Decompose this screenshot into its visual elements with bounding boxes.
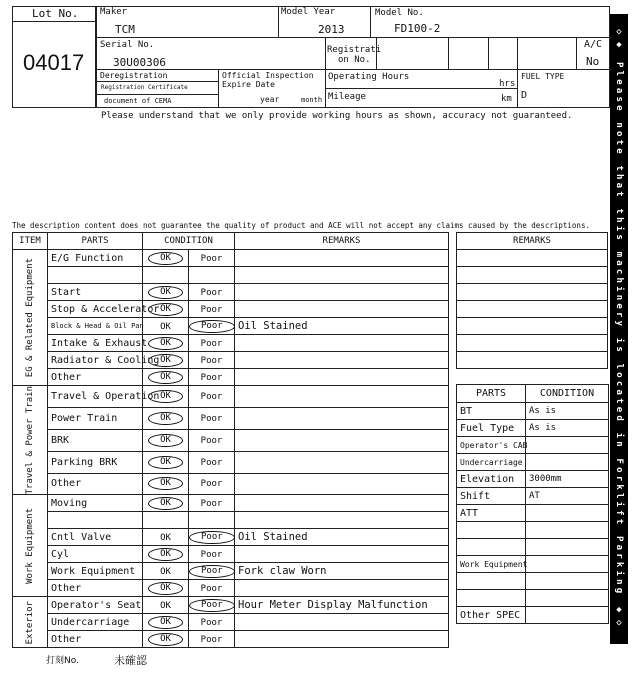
part-name: Other xyxy=(48,631,143,648)
part-name: Work Equipment xyxy=(48,563,143,580)
group-label: Work Equipment xyxy=(25,507,35,584)
remark-cell: Oil Stained xyxy=(235,318,449,335)
fuel-type-label: FUEL TYPE xyxy=(521,72,565,81)
spec-row xyxy=(457,590,609,607)
ok-cell xyxy=(143,407,189,429)
spec-value xyxy=(526,590,609,607)
ok-cell xyxy=(143,429,189,451)
reg-box-1 xyxy=(376,37,449,70)
spec-part: Fuel Type xyxy=(457,420,526,437)
ok-cell xyxy=(143,512,189,529)
poor-cell xyxy=(189,386,235,408)
poor-cell xyxy=(189,495,235,512)
ok-selected-mark[interactable]: OK xyxy=(148,434,183,447)
lot-no-value: 04017 xyxy=(23,50,85,75)
ok-cell xyxy=(143,267,189,284)
remark-cell xyxy=(235,352,449,369)
month-label: month xyxy=(301,96,323,104)
remark-cell xyxy=(235,473,449,495)
right-remarks-table xyxy=(456,232,608,369)
ok-selected-mark[interactable]: OK xyxy=(148,412,183,425)
table-row xyxy=(13,335,449,352)
table-row xyxy=(13,614,449,631)
spec-part xyxy=(457,539,526,556)
cema-label: document of CEMA xyxy=(104,97,172,105)
part-name xyxy=(48,267,143,284)
spec-row xyxy=(457,505,609,522)
spec-row xyxy=(457,437,609,454)
poor-option[interactable]: Poor xyxy=(200,479,223,490)
spec-header-row xyxy=(457,385,609,403)
poor-option[interactable]: Poor xyxy=(200,435,223,446)
poor-cell xyxy=(189,250,235,267)
right-remarks-row xyxy=(457,250,608,267)
remark-cell xyxy=(235,250,449,267)
remark-cell xyxy=(235,512,449,529)
remark-cell xyxy=(235,429,449,451)
table-row xyxy=(13,250,449,267)
spec-row xyxy=(457,607,609,624)
ok-selected-mark[interactable]: OK xyxy=(148,286,183,299)
part-name: Power Train xyxy=(48,407,143,429)
spec-row xyxy=(457,403,609,420)
fuel-type-value: D xyxy=(521,90,528,101)
spec-value xyxy=(526,556,609,573)
poor-option[interactable]: Poor xyxy=(200,338,223,349)
poor-option[interactable]: Poor xyxy=(200,583,223,594)
table-row xyxy=(13,512,449,529)
poor-cell xyxy=(189,407,235,429)
part-name: E/G Function xyxy=(48,250,143,267)
group-label-cell xyxy=(13,386,48,495)
table-row xyxy=(13,352,449,369)
spec-parts-header: PARTS xyxy=(457,385,526,403)
poor-cell xyxy=(189,267,235,284)
poor-selected-mark[interactable]: Poor xyxy=(189,565,235,578)
poor-cell xyxy=(189,597,235,614)
spec-value: 3000mm xyxy=(526,471,609,488)
ok-cell xyxy=(143,580,189,597)
part-name: Parking BRK xyxy=(48,451,143,473)
poor-option[interactable]: Poor xyxy=(200,549,223,560)
right-remarks-cell xyxy=(457,250,608,267)
poor-option[interactable]: Poor xyxy=(200,457,223,468)
spec-row xyxy=(457,573,609,590)
poor-option[interactable]: Poor xyxy=(200,355,223,366)
deregistration-label: Deregistration xyxy=(100,71,168,80)
ok-cell xyxy=(143,301,189,318)
stamp-label: 打刻No. xyxy=(46,656,79,666)
ok-cell xyxy=(143,631,189,648)
spec-row xyxy=(457,556,609,573)
poor-cell xyxy=(189,451,235,473)
remarks-header: REMARKS xyxy=(235,233,449,250)
item-header: ITEM xyxy=(13,233,48,250)
spec-value xyxy=(526,573,609,590)
poor-cell xyxy=(189,352,235,369)
table-row xyxy=(13,386,449,408)
ok-option[interactable]: OK xyxy=(160,321,171,332)
inspection-table xyxy=(12,232,449,648)
ok-selected-mark[interactable]: OK xyxy=(148,582,183,595)
poor-cell xyxy=(189,318,235,335)
right-remarks-row xyxy=(457,335,608,352)
right-remarks-cell xyxy=(457,335,608,352)
ok-selected-mark[interactable]: OK xyxy=(148,337,183,350)
ok-option[interactable]: OK xyxy=(160,600,171,611)
poor-cell xyxy=(189,335,235,352)
poor-option[interactable]: Poor xyxy=(200,391,223,402)
spec-part: Elevation xyxy=(457,471,526,488)
condition-header: CONDITION xyxy=(143,233,235,250)
maker-label: Maker xyxy=(100,7,128,17)
spec-part xyxy=(457,590,526,607)
poor-option[interactable]: Poor xyxy=(200,617,223,628)
ok-selected-mark[interactable]: OK xyxy=(148,633,183,646)
part-name: Other xyxy=(48,473,143,495)
ok-cell xyxy=(143,451,189,473)
spec-row xyxy=(457,488,609,505)
part-name: Block & Head & Oil Pan xyxy=(48,318,143,335)
ok-cell xyxy=(143,597,189,614)
spec-row xyxy=(457,539,609,556)
part-name: Cyl xyxy=(48,546,143,563)
table-row xyxy=(13,529,449,546)
spec-row xyxy=(457,522,609,539)
spec-part: Undercarriage xyxy=(457,454,526,471)
ok-selected-mark[interactable]: OK xyxy=(148,477,183,490)
poor-option[interactable]: Poor xyxy=(200,372,223,383)
remark-cell xyxy=(235,407,449,429)
right-remarks-header: REMARKS xyxy=(457,233,608,250)
spec-part: ATT xyxy=(457,505,526,522)
maker-value: TCM xyxy=(115,23,135,36)
table-row xyxy=(13,631,449,648)
right-remarks-cell xyxy=(457,318,608,335)
ok-cell xyxy=(143,318,189,335)
spec-row xyxy=(457,420,609,437)
km-label: km xyxy=(501,94,512,104)
remark-cell xyxy=(235,546,449,563)
remark-cell: Fork claw Worn xyxy=(235,563,449,580)
reg-box-2 xyxy=(448,37,489,70)
model-year-label: Model Year xyxy=(281,7,336,17)
ok-cell xyxy=(143,529,189,546)
table-row xyxy=(13,580,449,597)
remark-cell xyxy=(235,386,449,408)
operating-hours-label: Operating Hours xyxy=(328,72,410,82)
table-row xyxy=(13,597,449,614)
spec-value xyxy=(526,437,609,454)
spec-condition-header: CONDITION xyxy=(526,385,609,403)
remark-cell xyxy=(235,580,449,597)
remark-cell xyxy=(235,631,449,648)
registration-label-1: Registrati xyxy=(327,45,382,55)
disclaimer-text: The description content does not guarantee the quality of product and ACE will not accept any claims caused by the descriptions. xyxy=(12,221,590,230)
ok-selected-mark[interactable]: OK xyxy=(148,371,183,384)
table-row xyxy=(13,284,449,301)
spec-value xyxy=(526,539,609,556)
serial-no-value: 30U00306 xyxy=(113,56,166,69)
table-row xyxy=(13,369,449,386)
part-name: Intake & Exhaust xyxy=(48,335,143,352)
part-name: Stop & Accelerator xyxy=(48,301,143,318)
group-label-cell xyxy=(13,250,48,386)
table-row xyxy=(13,318,449,335)
serial-no-label: Serial No. xyxy=(100,40,155,50)
poor-option[interactable]: Poor xyxy=(200,413,223,424)
ok-option[interactable]: OK xyxy=(160,532,171,543)
remark-cell xyxy=(235,369,449,386)
spec-value xyxy=(526,505,609,522)
part-name xyxy=(48,512,143,529)
poor-cell xyxy=(189,563,235,580)
right-remarks-row xyxy=(457,318,608,335)
part-name: Other xyxy=(48,369,143,386)
parts-header: PARTS xyxy=(48,233,143,250)
poor-cell xyxy=(189,631,235,648)
ok-selected-mark[interactable]: OK xyxy=(148,497,183,510)
mileage-label: Mileage xyxy=(328,92,366,102)
ok-cell xyxy=(143,495,189,512)
table-row xyxy=(13,429,449,451)
ok-selected-mark[interactable]: OK xyxy=(148,303,183,316)
ok-selected-mark[interactable]: OK xyxy=(148,548,183,561)
remark-cell xyxy=(235,267,449,284)
remark-cell: Hour Meter Display Malfunction xyxy=(235,597,449,614)
ok-selected-mark[interactable]: OK xyxy=(148,354,183,367)
part-name: Radiator & Cooling xyxy=(48,352,143,369)
group-label-cell xyxy=(13,597,48,648)
part-name: Undercarriage xyxy=(48,614,143,631)
ok-cell xyxy=(143,335,189,352)
poor-option[interactable]: Poor xyxy=(200,304,223,315)
poor-selected-mark[interactable]: Poor xyxy=(189,599,235,612)
ok-selected-mark[interactable]: OK xyxy=(148,456,183,469)
remark-cell xyxy=(235,335,449,352)
right-remarks-row xyxy=(457,301,608,318)
remark-cell: Oil Stained xyxy=(235,529,449,546)
group-label: Travel & Power Train xyxy=(25,386,35,495)
ok-selected-mark[interactable]: OK xyxy=(148,390,183,403)
ok-option[interactable]: OK xyxy=(160,566,171,577)
table-row xyxy=(13,301,449,318)
right-remarks-row xyxy=(457,284,608,301)
ok-cell xyxy=(143,563,189,580)
ok-cell xyxy=(143,284,189,301)
spec-part xyxy=(457,522,526,539)
reg-cert-label: Registration Certificate xyxy=(101,84,188,91)
poor-cell xyxy=(189,546,235,563)
lot-no-label: Lot No. xyxy=(32,7,79,20)
right-remarks-cell xyxy=(457,267,608,284)
spec-table xyxy=(456,384,609,624)
ok-cell xyxy=(143,546,189,563)
ok-cell xyxy=(143,250,189,267)
spec-value xyxy=(526,454,609,471)
poor-option[interactable]: Poor xyxy=(200,634,223,645)
part-name: Travel & Operation xyxy=(48,386,143,408)
right-remarks-cell xyxy=(457,301,608,318)
model-no-label: Model No. xyxy=(375,8,424,18)
poor-cell xyxy=(189,512,235,529)
table-row xyxy=(13,267,449,284)
poor-cell xyxy=(189,580,235,597)
right-remarks-cell xyxy=(457,352,608,369)
spec-part: Other SPEC xyxy=(457,607,526,624)
ok-selected-mark[interactable]: OK xyxy=(148,252,183,265)
ok-cell xyxy=(143,352,189,369)
table-row xyxy=(13,407,449,429)
poor-cell xyxy=(189,429,235,451)
ok-cell xyxy=(143,473,189,495)
ok-cell xyxy=(143,614,189,631)
remark-cell xyxy=(235,284,449,301)
spec-value xyxy=(526,522,609,539)
table-row xyxy=(13,495,449,512)
part-name: BRK xyxy=(48,429,143,451)
spec-value xyxy=(526,607,609,624)
poor-cell xyxy=(189,284,235,301)
ok-selected-mark[interactable]: OK xyxy=(148,616,183,629)
spec-row xyxy=(457,454,609,471)
hrs-label: hrs xyxy=(499,79,516,89)
part-name: Moving xyxy=(48,495,143,512)
spec-part: Shift xyxy=(457,488,526,505)
spec-part: Work Equipment xyxy=(457,556,526,573)
table-row xyxy=(13,473,449,495)
ac-value: No xyxy=(586,55,600,68)
spec-value: AT xyxy=(526,488,609,505)
poor-cell xyxy=(189,369,235,386)
group-label: Exterior xyxy=(25,600,35,645)
inspection-label-1: Official Inspection xyxy=(222,71,314,80)
spec-part: BT xyxy=(457,403,526,420)
poor-cell xyxy=(189,614,235,631)
right-remarks-row xyxy=(457,267,608,284)
table-header-row xyxy=(13,233,449,250)
notice-text: Please understand that we only provide working hours as shown, accuracy not guaranteed. xyxy=(101,111,573,121)
group-label: EG & Related Equipment xyxy=(25,257,35,378)
ok-cell xyxy=(143,386,189,408)
poor-option[interactable]: Poor xyxy=(200,498,223,509)
model-no-value: FD100-2 xyxy=(394,22,441,35)
spec-value: As is xyxy=(526,403,609,420)
part-name: Other xyxy=(48,580,143,597)
inspection-label-2: Expire Date xyxy=(222,80,275,89)
remark-cell xyxy=(235,301,449,318)
poor-cell xyxy=(189,301,235,318)
poor-option[interactable]: Poor xyxy=(200,287,223,298)
remark-cell xyxy=(235,451,449,473)
poor-selected-mark[interactable]: Poor xyxy=(189,531,235,544)
part-name: Start xyxy=(48,284,143,301)
poor-option[interactable]: Poor xyxy=(200,253,223,264)
remark-cell xyxy=(235,495,449,512)
table-row xyxy=(13,546,449,563)
part-name: Operator's Seat xyxy=(48,597,143,614)
poor-selected-mark[interactable]: Poor xyxy=(189,320,235,333)
spec-row xyxy=(457,471,609,488)
part-name: Cntl Valve xyxy=(48,529,143,546)
spec-part: Operator's CAB xyxy=(457,437,526,454)
poor-cell xyxy=(189,529,235,546)
remark-cell xyxy=(235,614,449,631)
stamp-value: 未確認 xyxy=(114,654,147,667)
registration-label-2: on No. xyxy=(338,55,371,65)
reg-box-3 xyxy=(488,37,518,70)
ok-cell xyxy=(143,369,189,386)
spec-value: As is xyxy=(526,420,609,437)
table-row xyxy=(13,563,449,580)
group-label-cell xyxy=(13,495,48,597)
right-remarks-row xyxy=(457,352,608,369)
ac-label: A/C xyxy=(584,39,603,50)
side-banner: ◇◆ Please note that this machinery is located in Forklift Parking ◆◇ xyxy=(610,14,628,644)
reg-box-4 xyxy=(517,37,577,70)
right-remarks-cell xyxy=(457,284,608,301)
table-row xyxy=(13,451,449,473)
year-label: year xyxy=(260,95,280,104)
poor-cell xyxy=(189,473,235,495)
spec-part xyxy=(457,573,526,590)
model-year-value: 2013 xyxy=(318,23,345,36)
